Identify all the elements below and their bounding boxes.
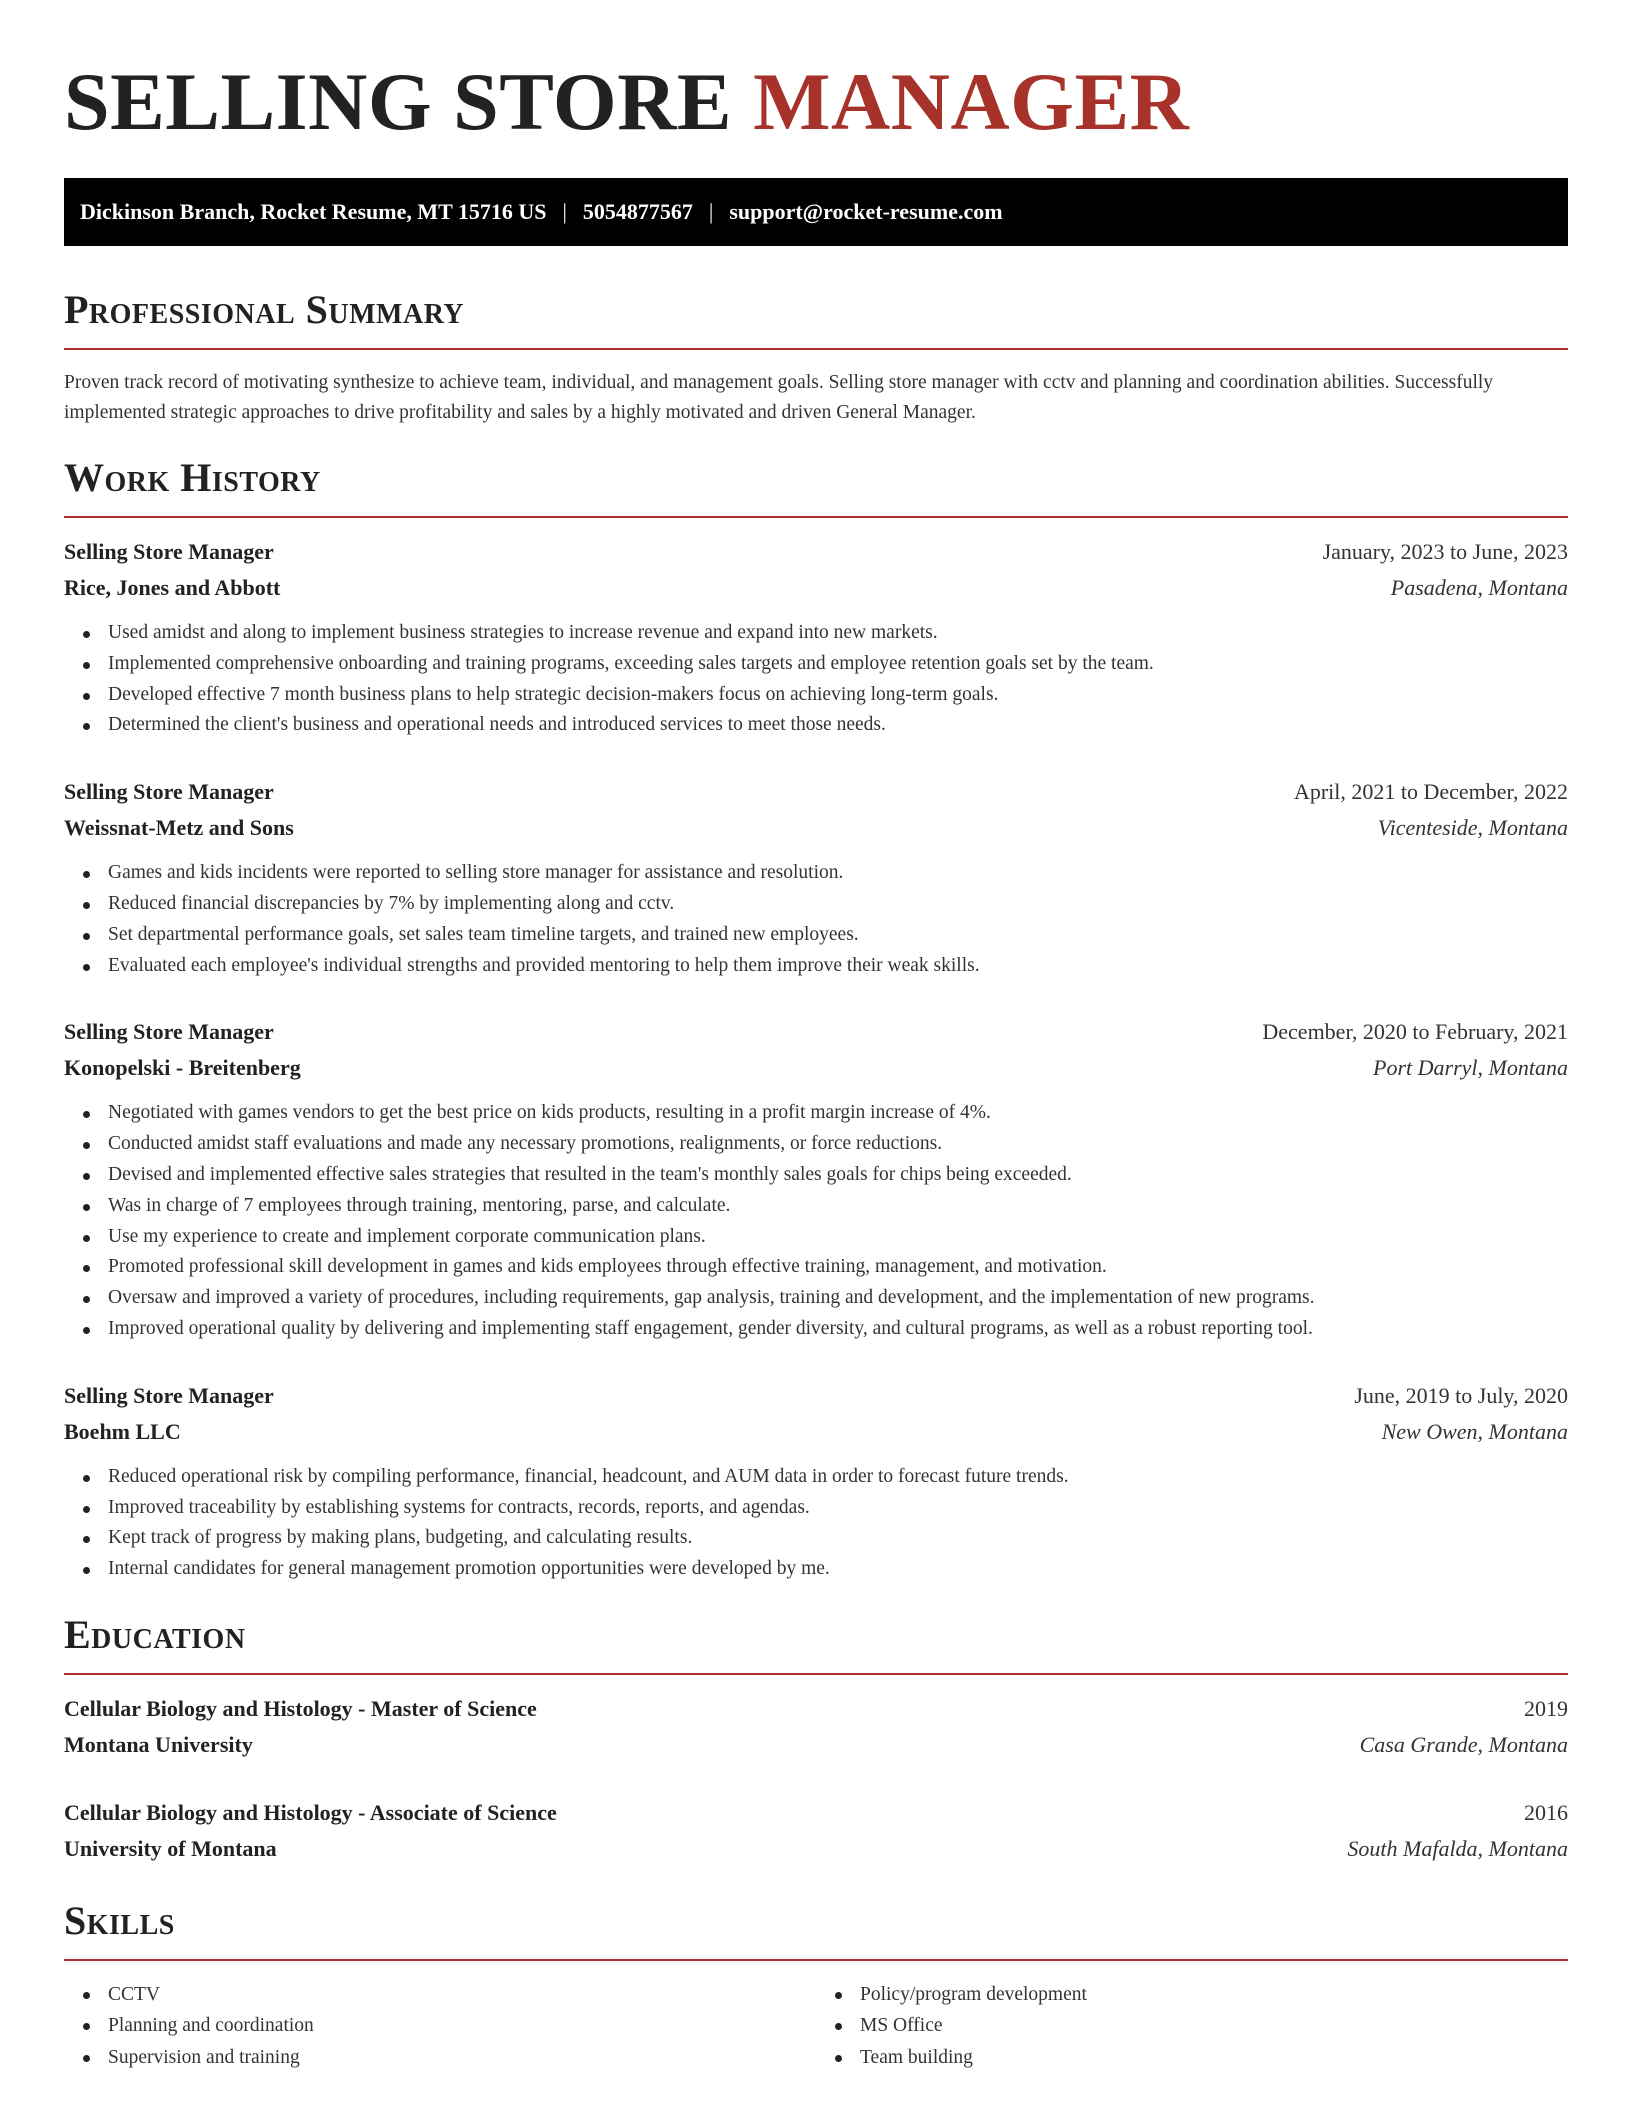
summary-section [64, 286, 1568, 428]
job-location: Port Darryl, Montana [1373, 1055, 1568, 1081]
job-dates: April, 2021 to December, 2022 [1293, 779, 1568, 805]
education-school-row [64, 1831, 1568, 1867]
job-company: Rice, Jones and Abbott [64, 575, 281, 600]
job-title: Selling Store Manager [64, 779, 274, 805]
job-header-row [64, 534, 1568, 570]
section-divider [64, 1959, 1568, 1961]
list-item: Reduced financial discrepancies by 7% by implementing along and cctv. [108, 889, 1568, 920]
job-bullets [64, 1462, 1568, 1585]
summary-heading: Professional Summary [64, 287, 465, 332]
list-item: Devised and implemented effective sales strategies that resulted in the team's monthly sales goals for chips being exceeded. [108, 1160, 1568, 1191]
education-year: 2019 [1524, 1695, 1568, 1721]
job-dates: December, 2020 to February, 2021 [1262, 1019, 1568, 1045]
skills-heading: Skills [64, 1897, 175, 1943]
contact-separator: | [562, 199, 567, 224]
list-item: Used amidst and along to implement business strategies to increase revenue and expand into new markets. [108, 618, 1568, 649]
job-title: Selling Store Manager [64, 1382, 274, 1408]
job-company-row [64, 1050, 1568, 1086]
skills-list-right [816, 1979, 1568, 2074]
list-item: Set departmental performance goals, set sales team timeline targets, and trained new employees. [108, 920, 1568, 951]
list-item: Internal candidates for general management promotion opportunities were developed by me. [108, 1554, 1568, 1585]
education-school: University of Montana [64, 1835, 277, 1861]
job-location: Pasadena, Montana [1390, 575, 1568, 600]
education-header-row [64, 1691, 1568, 1727]
education-degree: Cellular Biology and Histology - Associate of Science [64, 1799, 557, 1825]
job-dates: June, 2019 to July, 2020 [1354, 1382, 1568, 1408]
job-header-row [64, 1378, 1568, 1414]
work-history-heading: Work History [64, 455, 321, 500]
skill-item: Policy/program development [860, 1979, 1568, 2011]
job-company: Konopelski - Breitenberg [64, 1055, 301, 1081]
job-dates: January, 2023 to June, 2023 [1322, 539, 1568, 564]
education-degree: Cellular Biology and Histology - Master of Science [64, 1695, 537, 1721]
list-item: Promoted professional skill development in games and kids employees through effective training, management, and motivation. [108, 1252, 1568, 1283]
list-item: Evaluated each employee's individual strengths and provided mentoring to help them improve their weak skills. [108, 951, 1568, 982]
list-item: Improved traceability by establishing systems for contracts, records, reports, and agendas. [108, 1493, 1568, 1524]
education-school-row [64, 1727, 1568, 1763]
contact-address: Dickinson Branch, Rocket Resume, MT 15716 US [80, 199, 547, 224]
job-entry [64, 1378, 1568, 1585]
skill-item: Supervision and training [108, 2042, 816, 2074]
job-location: New Owen, Montana [1381, 1418, 1568, 1444]
list-item: Was in charge of 7 employees through training, mentoring, parse, and calculate. [108, 1191, 1568, 1222]
job-entry [64, 774, 1568, 981]
education-location: Casa Grande, Montana [1359, 1731, 1568, 1757]
skills-grid [64, 1979, 1568, 2074]
section-divider [64, 1673, 1568, 1675]
contact-separator: | [708, 199, 714, 224]
skill-item: CCTV [108, 1979, 816, 2011]
contact-email: support@rocket-resume.com [729, 199, 1003, 224]
education-year: 2016 [1524, 1799, 1568, 1825]
job-title: Selling Store Manager [64, 1019, 274, 1045]
title-accent: MANAGER [753, 56, 1190, 147]
skill-item: Team building [860, 2042, 1568, 2074]
job-entry [64, 1014, 1568, 1344]
job-bullets [64, 858, 1568, 981]
job-header-row [64, 1014, 1568, 1050]
title-main: SELLING STORE [64, 56, 733, 147]
job-bullets [64, 618, 1568, 741]
list-item: Determined the client's business and operational needs and introduced services to meet those needs. [108, 710, 1568, 741]
education-entry [64, 1691, 1568, 1763]
list-item: Implemented comprehensive onboarding and training programs, exceeding sales targets and employee retention goals set by the team. [108, 649, 1568, 680]
page-title [64, 54, 1568, 150]
skills-section [64, 1897, 1568, 2074]
list-item: Use my experience to create and implement corporate communication plans. [108, 1222, 1568, 1253]
job-header-row [64, 774, 1568, 810]
list-item: Improved operational quality by delivering and implementing staff engagement, gender diversity, and cultural programs, as well as a robust reporting tool. [108, 1314, 1568, 1345]
section-divider [64, 348, 1568, 350]
skill-item: Planning and coordination [108, 2010, 816, 2042]
education-section [64, 1611, 1568, 1867]
skills-list-left [64, 1979, 816, 2074]
job-location: Vicenteside, Montana [1377, 815, 1568, 841]
list-item: Games and kids incidents were reported to selling store manager for assistance and resolution. [108, 858, 1568, 889]
contact-phone: 5054877567 [582, 199, 693, 224]
list-item: Conducted amidst staff evaluations and made any necessary promotions, realignments, or force reductions. [108, 1129, 1568, 1160]
job-title: Selling Store Manager [64, 539, 274, 564]
section-divider [64, 516, 1568, 518]
skill-item: MS Office [860, 2010, 1568, 2042]
job-company: Boehm LLC [64, 1418, 181, 1444]
job-entry [64, 534, 1568, 741]
job-company-row [64, 570, 1568, 606]
list-item: Developed effective 7 month business plans to help strategic decision-makers focus on achieving long-term goals. [108, 680, 1568, 711]
education-school: Montana University [64, 1731, 253, 1757]
education-heading: Education [64, 1611, 246, 1657]
job-company: Weissnat-Metz and Sons [64, 815, 294, 841]
summary-text: Proven track record of motivating synthesize to achieve team, individual, and management goals. Selling store manager with cctv and planning and coordination abilities. Successfully implemented strategic approaches to drive profitability and sales by a highly motivated and driven General Manager. [64, 372, 1494, 423]
contact-bar [64, 178, 1568, 246]
education-entry [64, 1795, 1568, 1867]
job-company-row [64, 1414, 1568, 1450]
education-header-row [64, 1795, 1568, 1831]
list-item: Kept track of progress by making plans, budgeting, and calculating results. [108, 1523, 1568, 1554]
job-bullets [64, 1098, 1568, 1344]
education-location: South Mafalda, Montana [1347, 1835, 1568, 1861]
job-company-row [64, 810, 1568, 846]
list-item: Oversaw and improved a variety of procedures, including requirements, gap analysis, training and development, and the implementation of new programs. [108, 1283, 1568, 1314]
list-item: Reduced operational risk by compiling performance, financial, headcount, and AUM data in order to forecast future trends. [108, 1462, 1568, 1493]
list-item: Negotiated with games vendors to get the best price on kids products, resulting in a profit margin increase of 4%. [108, 1098, 1568, 1129]
work-history-section [64, 454, 1568, 1585]
